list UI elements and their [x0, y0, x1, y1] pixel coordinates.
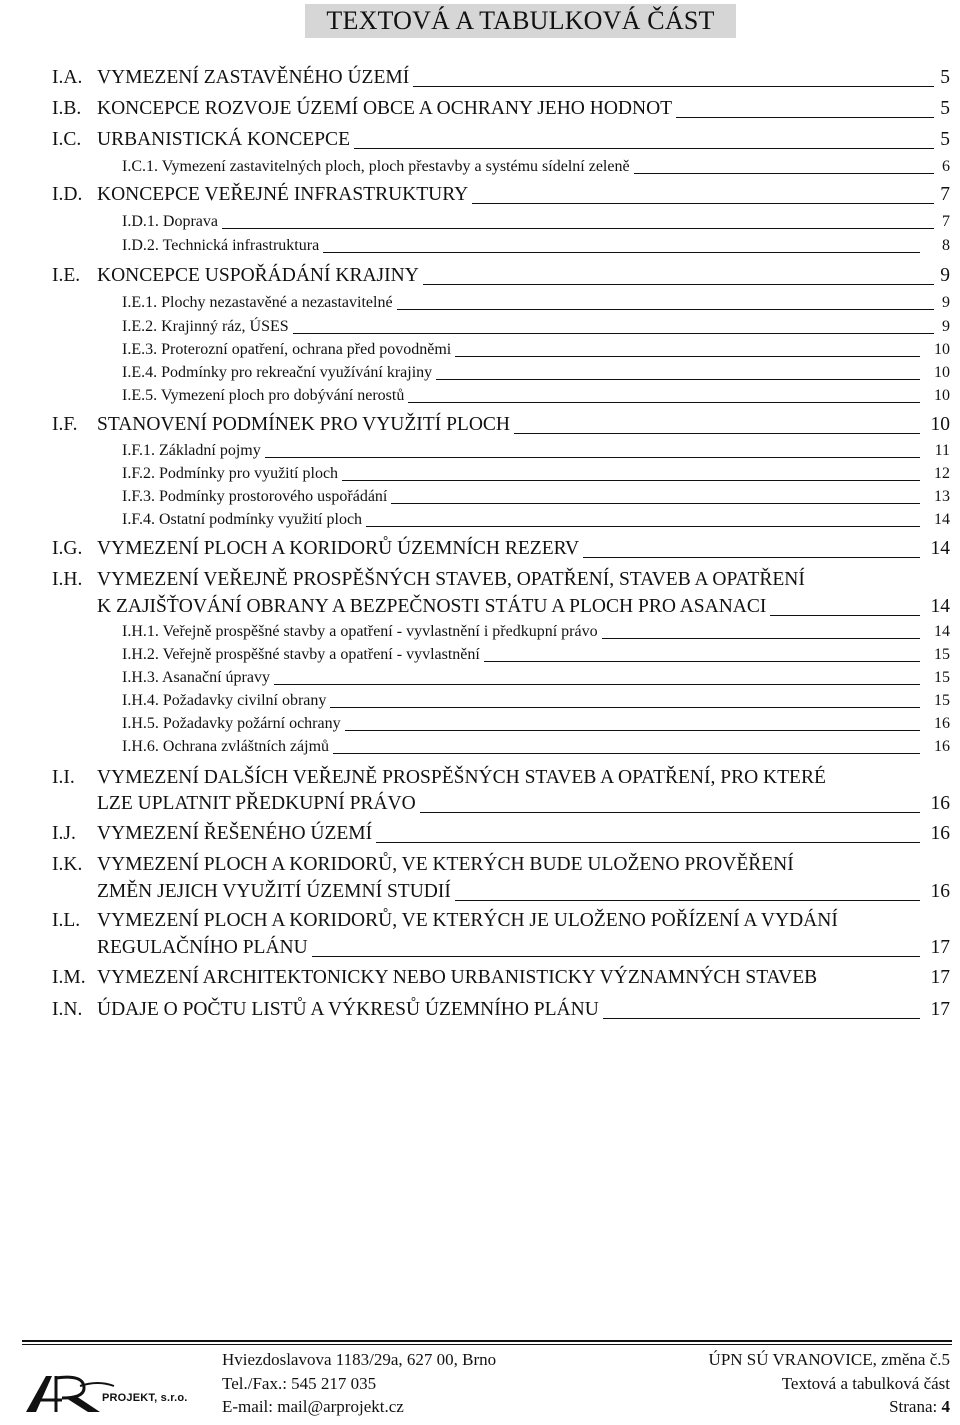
toc-entry-leader — [423, 284, 934, 285]
toc-entry-page: 12 — [934, 465, 950, 482]
toc-entry-page: 10 — [930, 414, 950, 435]
toc-entry-page: 16 — [930, 823, 950, 844]
toc-entry-page: 7 — [942, 213, 950, 230]
toc-entry-leader — [391, 503, 920, 504]
toc-entry-code: I.L. — [52, 910, 81, 931]
toc-entry-page: 5 — [940, 67, 950, 88]
toc-entry-page: 15 — [934, 669, 950, 686]
toc-entry-code: I.C. — [52, 129, 82, 150]
page-title: TEXTOVÁ A TABULKOVÁ ČÁST — [305, 4, 736, 38]
toc-entry-title: URBANISTICKÁ KONCEPCE — [97, 129, 350, 150]
toc-entry-page: 16 — [930, 881, 950, 902]
footer-divider — [22, 1340, 952, 1342]
toc-entry-page: 8 — [942, 237, 950, 254]
toc-entry-code: I.B. — [52, 98, 82, 119]
toc-entry-leader — [397, 309, 934, 310]
toc-entry-code: I.M. — [52, 967, 86, 988]
toc-entry-code: I.I. — [52, 767, 75, 788]
toc-entry-page: 15 — [934, 646, 950, 663]
toc-entry-title: I.H.6. Ochrana zvláštních zájmů — [122, 738, 330, 755]
toc-entry-leader — [366, 526, 920, 527]
toc-entry-leader — [413, 86, 934, 87]
toc-entry-page: 9 — [942, 318, 950, 335]
toc-entry-title: VYMEZENÍ PLOCH A KORIDORŮ, VE KTERÝCH JE ULOŽENO POŘÍZENÍ A VYDÁNÍ — [97, 910, 838, 931]
toc-entry-title: I.F.3. Podmínky prostorového uspořádání — [122, 488, 388, 505]
toc-entry-title: I.E.2. Krajinný ráz, ÚSES — [122, 318, 289, 335]
toc-entry-leader — [514, 433, 920, 434]
toc-entry-leader — [770, 615, 920, 616]
toc-entry-page: 9 — [940, 265, 950, 286]
toc-entry-page: 17 — [930, 967, 950, 988]
toc-entry-leader — [330, 707, 920, 708]
toc-entry-leader — [484, 661, 920, 662]
toc-entry-page: 14 — [930, 538, 950, 559]
toc-entry-page: 9 — [942, 294, 950, 311]
toc-entry-leader — [420, 812, 920, 813]
toc-entry-leader — [676, 117, 934, 118]
toc-entry-leader — [342, 480, 920, 481]
toc-entry-page: 14 — [934, 623, 950, 640]
footer-page — [600, 1397, 950, 1417]
toc-entry-leader — [354, 148, 934, 149]
toc-entry-title: I.H.5. Požadavky požární ochrany — [122, 715, 341, 732]
toc-entry-title: I.D.1. Doprava — [122, 213, 218, 230]
toc-entry-leader — [455, 900, 920, 901]
toc-entry-title: LZE UPLATNIT PŘEDKUPNÍ PRÁVO — [97, 793, 416, 814]
toc-entry-title: I.E.3. Proterozní opatření, ochrana před povodněmi — [122, 341, 452, 358]
toc-entry-title: I.H.2. Veřejně prospěšné stavby a opatření - vyvlastnění — [122, 646, 480, 663]
toc-entry-page: 17 — [930, 937, 950, 958]
toc-entry-code: I.D. — [52, 184, 83, 205]
footer-project: ÚPN SÚ VRANOVICE, změna č.5 — [708, 1350, 950, 1369]
toc-entry-code: I.E. — [52, 265, 81, 286]
toc-entry-title: VYMEZENÍ PLOCH A KORIDORŮ ÚZEMNÍCH REZERV — [97, 538, 580, 559]
toc-entry-title: I.H.4. Požadavky civilní obrany — [122, 692, 327, 709]
toc-entry-leader — [436, 379, 920, 380]
logo-label: PROJEKT, s.r.o. — [102, 1392, 188, 1404]
toc-entry-page: 14 — [930, 596, 950, 617]
toc-entry-title: VYMEZENÍ ZASTAVĚNÉHO ÚZEMÍ — [97, 67, 410, 88]
toc-entry-title: ZMĚN JEJICH VYUŽITÍ ÚZEMNÍ STUDIÍ — [97, 881, 451, 902]
toc-entry-title: KONCEPCE ROZVOJE ÚZEMÍ OBCE A OCHRANY JEHO HODNOT — [97, 98, 673, 119]
toc-entry-leader — [603, 1018, 920, 1019]
toc-entry-code: I.K. — [52, 854, 83, 875]
toc-entry-title: I.E.4. Podmínky pro rekreační využívání krajiny — [122, 364, 433, 381]
toc-entry-title: VYMEZENÍ PLOCH A KORIDORŮ, VE KTERÝCH BUDE ULOŽENO PROVĚŘENÍ — [97, 854, 794, 875]
toc-entry-leader — [472, 203, 934, 204]
toc-entry-title: ÚDAJE O POČTU LISTŮ A VÝKRESŮ ÚZEMNÍHO PLÁNU — [97, 999, 599, 1020]
toc-entry-code: I.F. — [52, 414, 78, 435]
toc-entry-title: KONCEPCE VEŘEJNÉ INFRASTRUKTURY — [97, 184, 469, 205]
toc-entry-page: 7 — [940, 184, 950, 205]
toc-entry-leader — [333, 753, 920, 754]
toc-entry-title: STANOVENÍ PODMÍNEK PRO VYUŽITÍ PLOCH — [97, 414, 510, 435]
toc-entry-code: I.J. — [52, 823, 76, 844]
toc-entry-page: 10 — [934, 341, 950, 358]
toc-entry-page: 16 — [934, 715, 950, 732]
toc-entry-page: 13 — [934, 488, 950, 505]
toc-entry-code: I.N. — [52, 999, 83, 1020]
toc-entry-page: 11 — [934, 442, 950, 459]
toc-entry-title: I.H.1. Veřejně prospěšné stavby a opatření - vyvlastnění i předkupní právo — [122, 623, 598, 640]
toc-entry-page: 5 — [940, 98, 950, 119]
toc-entry-leader — [408, 402, 920, 403]
footer-page-label: Strana: — [889, 1397, 938, 1416]
toc-entry-page: 17 — [930, 999, 950, 1020]
toc-entry-leader — [274, 684, 920, 685]
toc-entry-title: K ZAJIŠŤOVÁNÍ OBRANY A BEZPEČNOSTI STÁTU A PLOCH PRO ASANACI — [97, 596, 767, 617]
footer-page-number: 4 — [941, 1397, 950, 1416]
toc-entry-title: I.E.1. Plochy nezastavěné a nezastavitelné — [122, 294, 393, 311]
toc-entry-leader — [265, 457, 920, 458]
toc-entry-title: KONCEPCE USPOŘÁDÁNÍ KRAJINY — [97, 265, 419, 286]
toc-entry-page: 6 — [942, 158, 950, 175]
footer-divider-thin — [22, 1344, 952, 1345]
toc-entry-page: 16 — [934, 738, 950, 755]
toc-entry-leader — [222, 228, 934, 229]
toc-entry-page: 16 — [930, 793, 950, 814]
toc-entry-leader — [323, 252, 920, 253]
toc-entry-code: I.H. — [52, 569, 83, 590]
toc-entry-leader — [455, 356, 920, 357]
toc-entry-page: 15 — [934, 692, 950, 709]
toc-entry-title: I.D.2. Technická infrastruktura — [122, 237, 320, 254]
toc-entry-page: 14 — [934, 511, 950, 528]
toc-entry-leader — [602, 638, 920, 639]
toc-entry-leader — [345, 730, 920, 731]
toc-entry-leader — [293, 333, 934, 334]
toc-entry-code: I.G. — [52, 538, 83, 559]
toc-entry-title: I.F.2. Podmínky pro využití ploch — [122, 465, 339, 482]
toc-entry-page: 5 — [940, 129, 950, 150]
toc-entry-title: I.F.1. Základní pojmy — [122, 442, 261, 459]
footer-phone: Tel./Fax.: 545 217 035 — [222, 1374, 377, 1393]
toc-entry-title: I.C.1. Vymezení zastavitelných ploch, ploch přestavby a systému sídelní zeleně — [122, 158, 630, 175]
footer-email: E-mail: mail@arprojekt.cz — [222, 1397, 404, 1416]
footer-address: Hviezdoslavova 1183/29a, 627 00, Brno — [222, 1350, 497, 1369]
toc-entry-title: I.H.3. Asanační úpravy — [122, 669, 270, 686]
toc-entry-leader — [376, 842, 920, 843]
toc-entry-code: I.A. — [52, 67, 83, 88]
toc-entry-title: VYMEZENÍ ARCHITEKTONICKY NEBO URBANISTICKY VÝZNAMNÝCH STAVEB — [97, 967, 818, 988]
toc-entry-leader — [312, 956, 920, 957]
toc-entry-page: 10 — [934, 364, 950, 381]
toc-entry-title: VYMEZENÍ DALŠÍCH VEŘEJNĚ PROSPĚŠNÝCH STAVEB A OPATŘENÍ, PRO KTERÉ — [97, 767, 826, 788]
footer-section: Textová a tabulková část — [781, 1374, 950, 1393]
toc-entry-title: VYMEZENÍ ŘEŠENÉHO ÚZEMÍ — [97, 823, 373, 844]
toc-entry-page: 10 — [934, 387, 950, 404]
toc-entry-leader — [583, 557, 920, 558]
toc-entry-title: I.E.5. Vymezení ploch pro dobývání nerostů — [122, 387, 405, 404]
toc-entry-leader — [634, 173, 934, 174]
toc-entry-title: REGULAČNÍHO PLÁNU — [97, 937, 308, 958]
toc-entry-title: I.F.4. Ostatní podmínky využití ploch — [122, 511, 363, 528]
toc-entry-title: VYMEZENÍ VEŘEJNĚ PROSPĚŠNÝCH STAVEB, OPATŘENÍ, STAVEB A OPATŘENÍ — [97, 569, 805, 590]
